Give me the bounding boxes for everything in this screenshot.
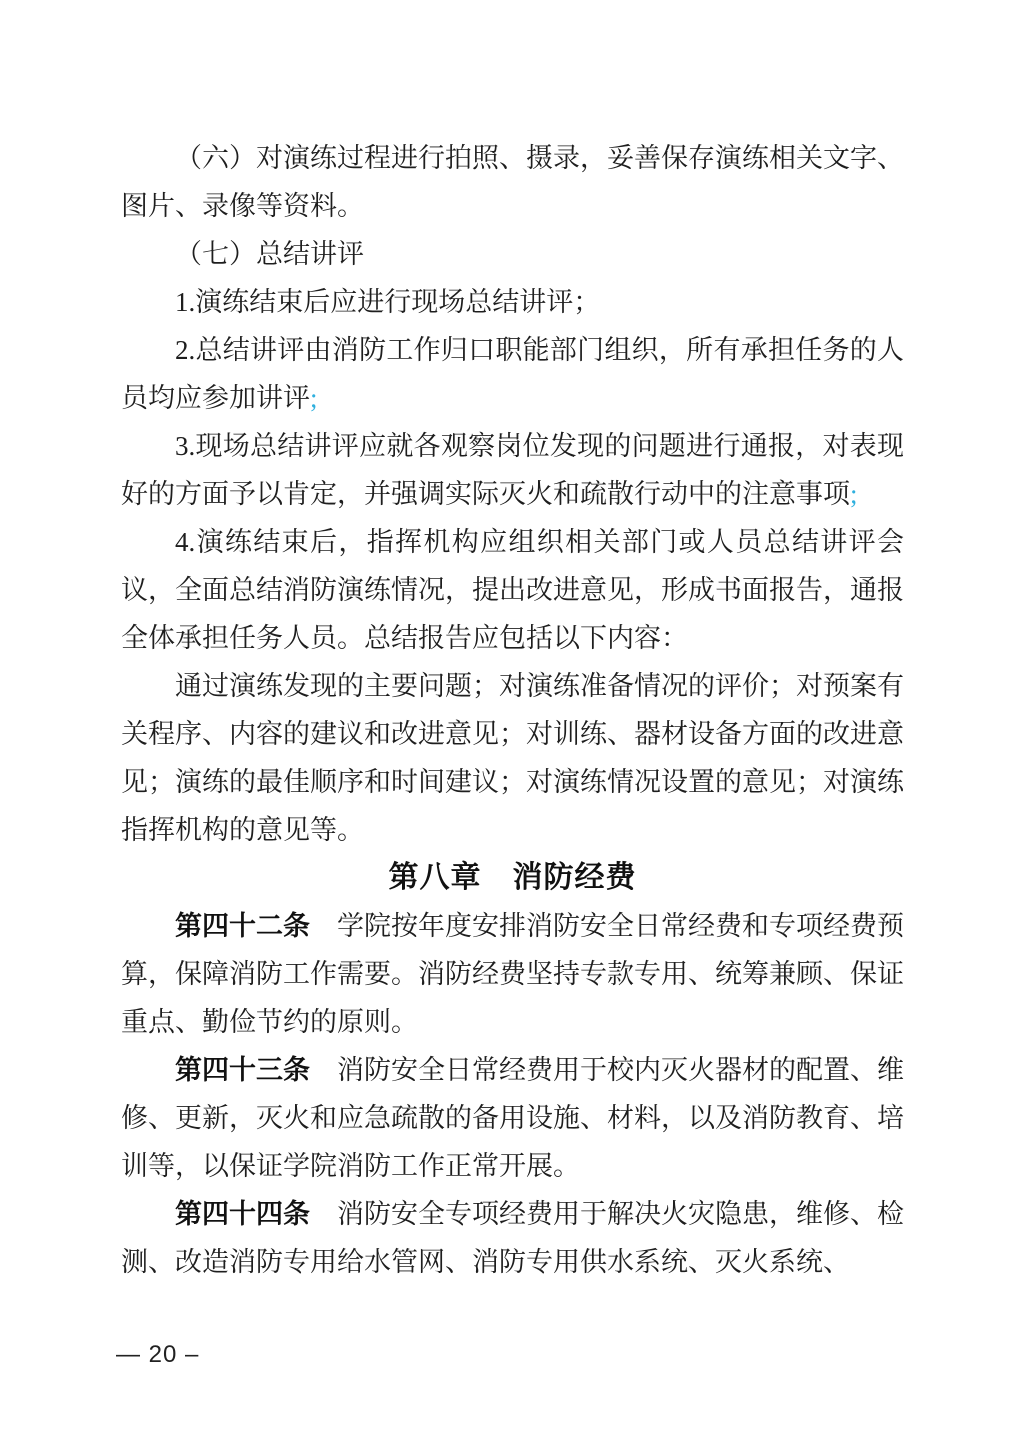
paragraph xyxy=(121,1190,904,1286)
paragraph xyxy=(121,326,904,422)
text-segment: 消防安全日常经费用于校内灭火器材的配置、维修、更新，灭火和应急疏散的备用设施、材料，以及消防教育、培训等，以保证学院消防工作正常开展。 xyxy=(121,1055,904,1181)
text-segment: 4.演练结束后，指挥机构应组织相关部门或人员总结讲评会议，全面总结消防演练情况，提出改进意见，形成书面报告，通报全体承担任务人员。总结报告应包括以下内容： xyxy=(121,527,904,653)
paragraph xyxy=(121,230,904,278)
highlighted-semicolon: ; xyxy=(310,383,318,413)
page-number: — 20 – xyxy=(116,1341,200,1368)
page-footer xyxy=(116,1340,199,1370)
text-segment: 第四十二条 xyxy=(175,911,310,941)
text-segment: 1.演练结束后应进行现场总结讲评； xyxy=(175,287,601,317)
paragraph xyxy=(121,662,904,854)
text-segment: 第八章 消防经费 xyxy=(388,861,637,894)
paragraph xyxy=(121,902,904,1046)
paragraph xyxy=(121,422,904,518)
paragraph xyxy=(121,518,904,662)
text-segment: 消防安全专项经费用于解决火灾隐患，维修、检测、改造消防专用给水管网、消防专用供水系统、灭火系统、 xyxy=(121,1199,904,1277)
paragraph xyxy=(121,134,904,230)
paragraph xyxy=(121,278,904,326)
paragraph xyxy=(121,1046,904,1190)
text-segment: 第四十三条 xyxy=(175,1055,310,1085)
text-segment: （七）总结讲评 xyxy=(175,239,364,269)
text-segment: 学院按年度安排消防安全日常经费和专项经费预算，保障消防工作需要。消防经费坚持专款专用、统筹兼顾、保证重点、勤俭节约的原则。 xyxy=(121,911,904,1037)
text-segment: 第四十四条 xyxy=(175,1199,310,1229)
chapter-heading xyxy=(121,854,904,902)
text-segment: 3.现场总结讲评应就各观察岗位发现的问题进行通报，对表现好的方面予以肯定，并强调实际灭火和疏散行动中的注意事项 xyxy=(121,431,904,509)
text-segment: 通过演练发现的主要问题；对演练准备情况的评价；对预案有关程序、内容的建议和改进意见；对训练、器材设备方面的改进意见；演练的最佳顺序和时间建议；对演练情况设置的意见；对演练指挥机构的意见等。 xyxy=(121,671,904,845)
document-body xyxy=(121,134,904,1286)
highlighted-semicolon: ; xyxy=(850,479,858,509)
text-segment: （六）对演练过程进行拍照、摄录，妥善保存演练相关文字、图片、录像等资料。 xyxy=(121,143,904,221)
text-segment: 2.总结讲评由消防工作归口职能部门组织，所有承担任务的人员均应参加讲评 xyxy=(121,335,904,413)
